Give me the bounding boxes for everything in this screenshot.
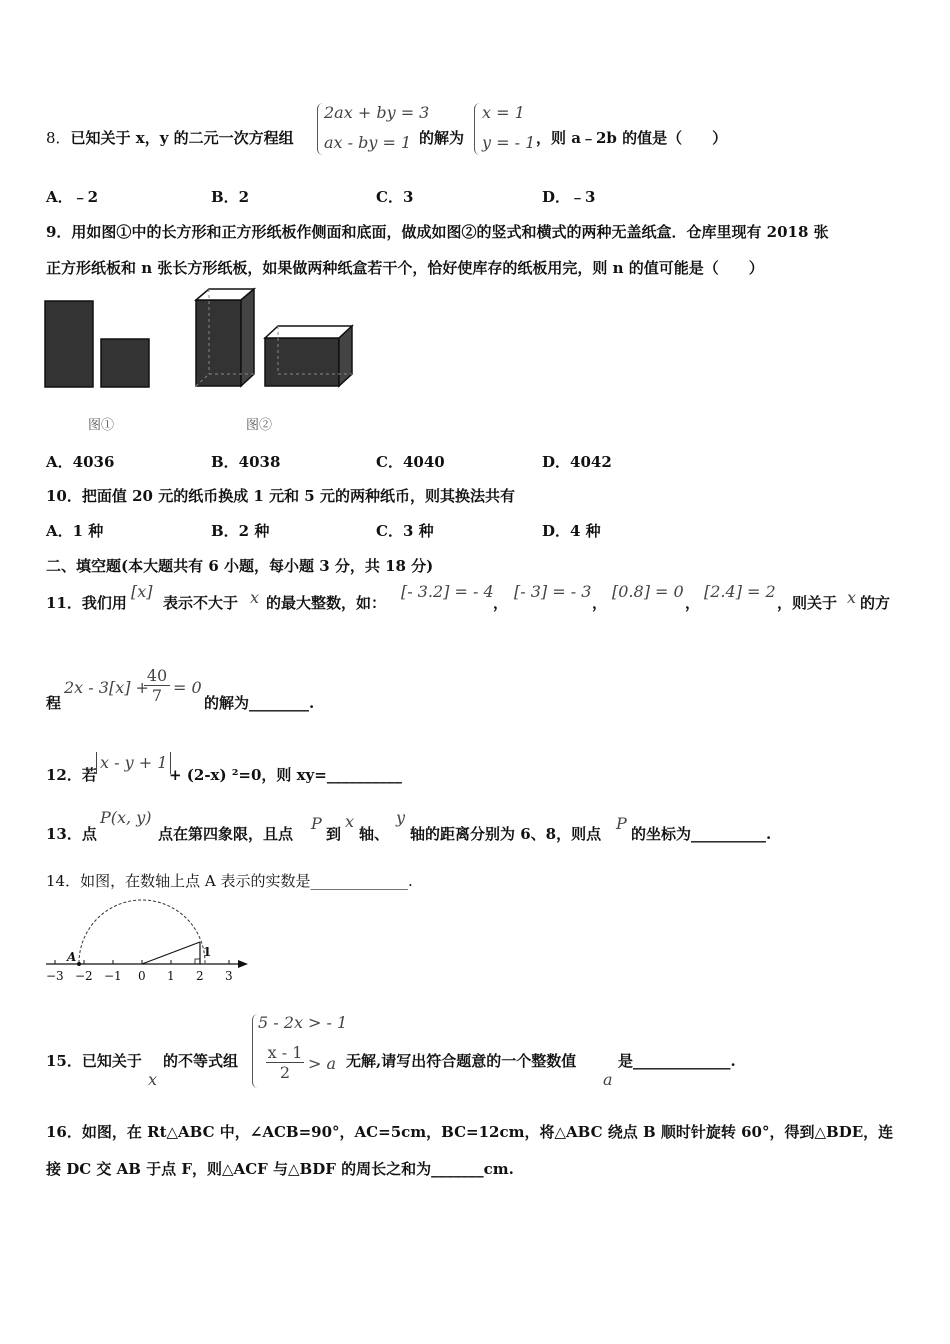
q11-text-1: 表示不大于 bbox=[163, 594, 239, 612]
q11-comma-3: ， bbox=[685, 594, 701, 612]
q11-comma-2: ， bbox=[592, 594, 608, 612]
q8-solution-y: y = - 1 bbox=[482, 133, 536, 152]
q16-line1: 16．如图，在 Rt△ABC 中，∠ACB=90°，AC=5cm，BC=12cm，将△ABC 绕点 B 顺时针旋转 60°，得到△BDE，连 bbox=[46, 1123, 894, 1141]
q8-solution-x: x = 1 bbox=[482, 103, 525, 122]
q14-tick-label-neg2: −2 bbox=[75, 969, 93, 983]
q15-inequality-2-rhs: > a bbox=[308, 1054, 337, 1073]
q10-option-a[interactable]: A．1 种 bbox=[46, 522, 104, 540]
q11-number: 11．我们用 bbox=[46, 594, 127, 612]
q9-option-d[interactable]: D．4042 bbox=[542, 453, 612, 471]
q13-var-p: P bbox=[311, 814, 322, 833]
q15-text-2: 无解,请写出符合题意的一个整数值 bbox=[346, 1052, 577, 1070]
q13-var-p-2: P bbox=[616, 814, 627, 833]
q12-number: 12．若 bbox=[46, 766, 97, 784]
q14-axis-arrow bbox=[238, 960, 248, 968]
q13-text-1: 点在第四象限，且点 bbox=[158, 825, 294, 843]
q12-abs-inner: x - y + 1 bbox=[100, 753, 168, 772]
q8-text: 已知关于 x，y 的二元一次方程组 bbox=[70, 129, 294, 147]
q15-fraction bbox=[266, 1043, 304, 1082]
q14-tick-label-neg1: −1 bbox=[104, 969, 122, 983]
q9-figure-2 bbox=[193, 286, 358, 390]
q15-fraction-denominator: 2 bbox=[279, 1063, 291, 1082]
q14-number-line-figure bbox=[40, 892, 255, 987]
q10-option-d[interactable]: D．4 种 bbox=[542, 522, 601, 540]
q8-option-b[interactable]: B．2 bbox=[211, 188, 250, 206]
fig2-vertical-box bbox=[196, 289, 254, 386]
q11-example-4: [2.4] = 2 bbox=[704, 582, 776, 601]
q8-number: 8． bbox=[46, 129, 71, 147]
q14-tick-label-1: 1 bbox=[167, 969, 175, 983]
q16-line2: 接 DC 交 AB 于点 F，则△ACF 与△BDF 的周长之和为_______cm. bbox=[46, 1160, 514, 1178]
q9-option-a[interactable]: A．4036 bbox=[46, 453, 115, 471]
q8-option-d[interactable]: D．﹣3 bbox=[542, 188, 596, 206]
q9-figure-2-label: 图② bbox=[246, 418, 273, 433]
q14-stem bbox=[46, 870, 413, 891]
q14-tick-label-3: 3 bbox=[225, 969, 233, 983]
q12-tail: + (2-x) ²=0，则 xy=__________ bbox=[169, 766, 402, 784]
q8-option-c[interactable]: C．3 bbox=[376, 188, 414, 206]
q11-fraction-numerator: 40 bbox=[144, 666, 170, 686]
q8-system-eq2: ax - by = 1 bbox=[324, 133, 412, 152]
q15-var-a: a bbox=[603, 1070, 613, 1089]
q12-abs-expression bbox=[96, 752, 171, 774]
q14-right-angle-mark bbox=[195, 959, 200, 964]
q14-height-label: 1 bbox=[203, 945, 212, 959]
q11-text-4: 的方 bbox=[860, 594, 891, 612]
q14-point-a bbox=[77, 962, 81, 966]
q14-tick-label-2: 2 bbox=[196, 969, 204, 983]
q9-line1: 9．用如图①中的长方形和正方形纸板作侧面和底面，做成如图②的竖式和横式的两种无盖纸盒．仓库里现有 2018 张 bbox=[46, 223, 829, 241]
q15-text-1: 的不等式组 bbox=[163, 1052, 239, 1070]
q8-mid-text: 的解为 bbox=[419, 129, 465, 147]
q9-line2: 正方形纸板和 n 张长方形纸板，如果做两种纸盒若干个，恰好使库存的纸板用完，则 n 的值可能是（ ） bbox=[46, 259, 764, 277]
q15-fraction-numerator: x - 1 bbox=[267, 1043, 303, 1062]
q11-example-2: [- 3] = - 3 bbox=[514, 582, 592, 601]
q13-text-5: 的坐标为__________. bbox=[631, 825, 772, 843]
q11-equation-right: = 0 bbox=[173, 678, 202, 697]
q15-var-x: x bbox=[148, 1070, 158, 1089]
q10-option-c[interactable]: C．3 种 bbox=[376, 522, 434, 540]
q8-system-eq1: 2ax + by = 3 bbox=[324, 103, 430, 122]
q15-number: 15．已知关于 bbox=[46, 1052, 142, 1070]
q15-text-3: 是_____________. bbox=[618, 1052, 736, 1070]
q11-example-1: [- 3.2] = - 4 bbox=[401, 582, 494, 601]
q9-figure-1-label: 图① bbox=[88, 418, 115, 433]
q14-arc bbox=[79, 900, 205, 963]
q14-stem-text: 14．如图，在数轴上点 A 表示的实数是_____________. bbox=[46, 872, 413, 890]
q8-system-brace bbox=[317, 103, 324, 155]
q11-var-x: x bbox=[250, 588, 260, 607]
q14-tick-label-neg3: −3 bbox=[46, 969, 64, 983]
q15-inequality-1: 5 - 2x > - 1 bbox=[258, 1013, 348, 1032]
q11-text-2: 的最大整数，如： bbox=[266, 594, 387, 612]
q11-answer-prompt: 的解为________. bbox=[204, 694, 315, 712]
q13-text-4: 轴的距离分别为 6、8，则点 bbox=[410, 825, 602, 843]
q10-option-b[interactable]: B．2 种 bbox=[211, 522, 270, 540]
q11-text-3: ，则关于 bbox=[777, 594, 838, 612]
q13-var-x: x bbox=[345, 812, 355, 831]
q11-fraction-denominator: 7 bbox=[151, 686, 163, 705]
q11-fraction bbox=[144, 666, 170, 705]
q8-stem bbox=[46, 127, 294, 148]
q13-point: P(x, y) bbox=[100, 808, 152, 827]
q11-bracket-x: [x] bbox=[131, 582, 153, 601]
q11-equation-left: 2x - 3[x] + bbox=[64, 678, 149, 697]
q11-example-3: [0.8] = 0 bbox=[612, 582, 684, 601]
q13-var-y: y bbox=[396, 808, 406, 827]
q13-number: 13．点 bbox=[46, 825, 97, 843]
q14-tick-label-0: 0 bbox=[138, 969, 146, 983]
q13-text-3: 轴、 bbox=[359, 825, 390, 843]
fig1-rectangle-board bbox=[45, 301, 93, 387]
q10-stem: 10．把面值 20 元的纸币换成 1 元和 5 元的两种纸币，则其换法共有 bbox=[46, 487, 515, 505]
q11-var-x-2: x bbox=[847, 588, 857, 607]
q8-tail: ，则 a﹣2b 的值是（ ） bbox=[536, 129, 728, 147]
q9-figure-1 bbox=[44, 300, 154, 390]
q14-point-a-label: A bbox=[67, 950, 77, 964]
fig1-square-board bbox=[101, 339, 149, 387]
q9-option-b[interactable]: B．4038 bbox=[211, 453, 281, 471]
section-2-heading: 二、填空题(本大题共有 6 小题，每小题 3 分，共 18 分) bbox=[46, 557, 434, 575]
q8-solution-brace bbox=[474, 103, 481, 155]
q9-option-c[interactable]: C．4040 bbox=[376, 453, 445, 471]
q11-comma-1: ， bbox=[493, 594, 509, 612]
q11-line2-head: 程 bbox=[46, 694, 62, 712]
fig2-horizontal-box bbox=[265, 326, 352, 386]
q8-option-a[interactable]: A．﹣2 bbox=[46, 188, 99, 206]
q13-text-2: 到 bbox=[326, 825, 342, 843]
